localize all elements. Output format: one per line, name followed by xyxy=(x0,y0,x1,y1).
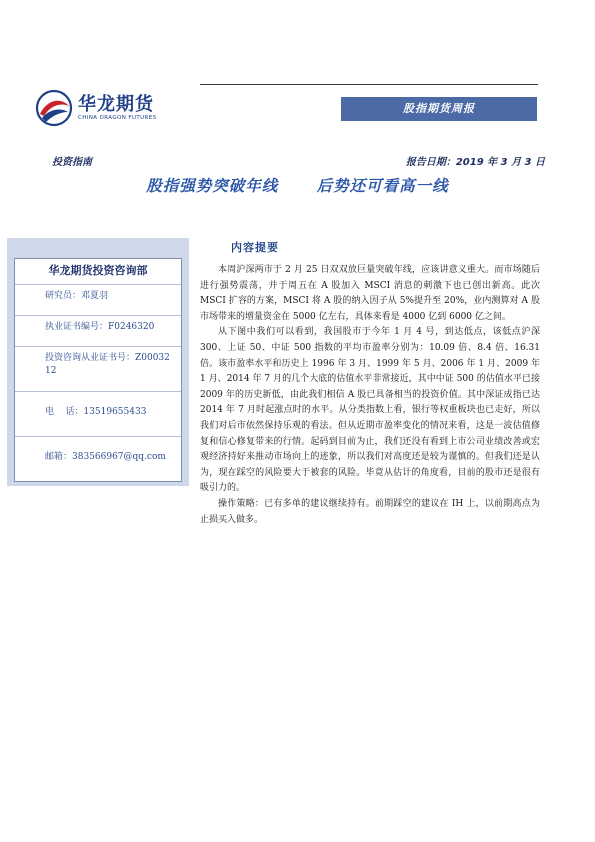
logo-chinese-name: 华龙期货 xyxy=(78,94,154,115)
analyst-name: 研究员：邓夏羽 xyxy=(45,291,109,301)
strategy-paragraph: 操作策略：已有多单的建议继续持有。前期踩空的建议在 IH 上，以前期高点为止损买入做多。 xyxy=(200,498,540,525)
email-address[interactable]: 邮箱：383566967@qq.com xyxy=(45,452,166,462)
phone-number: 电 话：13519655433 xyxy=(45,407,147,417)
analyst-contact-card xyxy=(14,258,182,482)
report-headline: 股指强势突破年线 后势还可看高一线 xyxy=(146,177,449,195)
phone-row xyxy=(15,391,181,435)
logo-english-name: CHINA DRAGON FUTURES xyxy=(78,115,157,121)
report-type-banner: 股指期货周报 xyxy=(341,97,537,121)
email-row xyxy=(15,436,181,481)
license-number: 执业证书编号：F0246320 xyxy=(45,322,155,332)
summary-paragraph: 本周沪深两市于 2 月 25 日双双放巨量突破年线，应该讲意义重大。而市场随后进行强势震荡，并于周五在 A 股加入 MSCI 消息的刺激下也已创出新高。此次 MSCI 扩容的方案，MSCI 将 A 股的纳入因子从 5%提升至 20%，业内测算对 A 股市场带来的增量资金在 5000 亿左右，具体来看是 4000 亿到 6000 亿之间。 xyxy=(200,265,540,322)
summary-paragraph: 从下图中我们可以看到，我国股市于今年 1 月 4 号，到达低点，该低点沪深 300、上证 50、中证 500 指数的平均市盈率分别为：10.09 倍、8.4 倍、16.31 倍。该市盈率水平和历史上 1996 年 3 月、1999 年 5 月、2006 年 1 月、2009 年 1 月、2014 年 7 月的几个大底的估值水平非常接近，其中中证 500 的估值水平已接 2009 年的历史新低，由此我们相信 A 股已具备相当的投资价值。其中深证成指已达 2014 年 7 月时起涨点时的水平。从分类指数上看，银行等权重板块也已走好，所以我们对后市依然保持乐观的看法。但从近期市盈率变化的情况来看，这是一波估值修复和信心修复带来的行情。起码到目前为止，我们还没有看到上市公司业绩改善或宏观经济持好来推动市场向上的迹象，所以我们对高度还是较为谨慎的。但我们还是认为，现在踩空的风险要大于被套的风险。毕竟从估计的角度看，目前的股市还是很有吸引力的。 xyxy=(200,327,540,494)
contact-card-title: 华龙期货投资咨询部 xyxy=(48,264,148,277)
consulting-certificate: 投资咨询从业证书号：Z0003212 xyxy=(45,353,170,376)
report-category: 投资指南 xyxy=(52,157,92,168)
china-dragon-futures-logo-icon xyxy=(34,88,74,128)
report-date: 报告日期：2019 年 3 月 3 日 xyxy=(405,157,545,168)
header-rule xyxy=(200,84,538,85)
license-number-row xyxy=(15,315,181,345)
summary-body xyxy=(200,263,540,528)
consulting-certificate-row xyxy=(15,346,181,390)
summary-heading: 内容提要 xyxy=(231,241,279,254)
company-logo xyxy=(34,88,164,128)
analyst-name-row xyxy=(15,284,181,314)
